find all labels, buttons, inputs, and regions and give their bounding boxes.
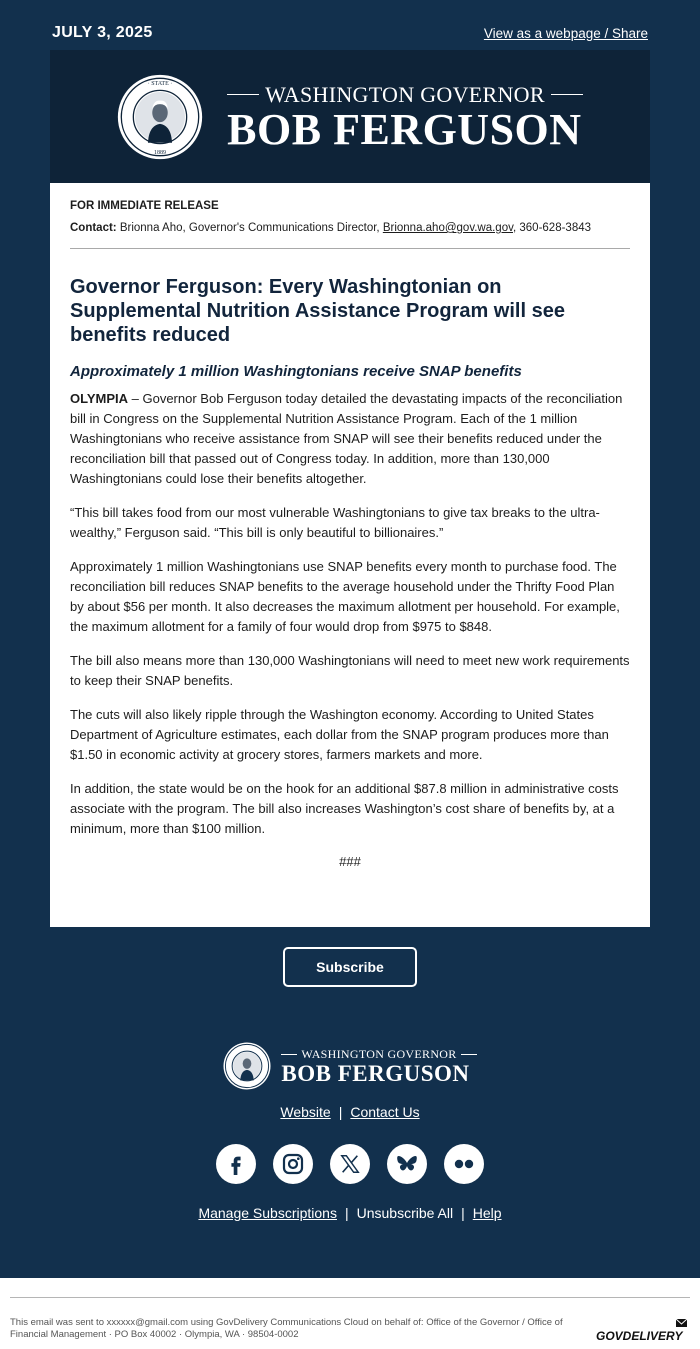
svg-text:GOVDELIVERY: GOVDELIVERY	[596, 1329, 683, 1343]
disclaimer-text: This email was sent to xxxxxx@gmail.com using GovDelivery Communications Cloud on behalf of: Office of the Governor / Office of Financial Management · PO Box 40002 · Olympia, WA · 98504-0002	[10, 1317, 563, 1340]
footer-divider	[10, 1297, 690, 1298]
separator: |	[338, 1104, 343, 1120]
social-links	[0, 1144, 700, 1184]
facebook-icon[interactable]	[216, 1144, 256, 1184]
footer-wordmark-top: WASHINGTON GOVERNOR	[301, 1046, 457, 1061]
separator: |	[344, 1205, 349, 1221]
end-mark: ###	[339, 854, 361, 869]
paragraph-3: Approximately 1 million Washingtonians use SNAP benefits every month to purchase food. The reconciliation bill reduces SNAP benefits to the average household under the Thrifty Food Plan by about $56 per month. It also decreases the maximum allotment per household. For example, the maximum allotment for a family of four would drop from $975 to $848.	[70, 559, 620, 634]
contact-email-link[interactable]: Brionna.aho@gov.wa.gov	[382, 222, 513, 234]
svg-text:1889: 1889	[154, 149, 167, 156]
footer-links	[0, 1104, 700, 1120]
wordmark-top: WASHINGTON GOVERNOR	[265, 81, 545, 107]
contact-line	[70, 222, 630, 234]
state-seal-icon	[117, 74, 203, 160]
unsubscribe-all-link[interactable]: Unsubscribe All	[356, 1205, 454, 1221]
x-icon[interactable]	[330, 1144, 370, 1184]
contact-text: Brionna Aho, Governor's Communications Director,	[116, 222, 383, 234]
press-release-body	[50, 200, 650, 869]
subheadline: Approximately 1 million Washingtonians receive SNAP benefits	[70, 363, 522, 380]
divider	[70, 248, 630, 249]
state-seal-icon	[223, 1042, 271, 1090]
dateline: OLYMPIA	[70, 391, 129, 406]
paragraph-5: The cuts will also likely ripple through the Washington economy. According to United States Department of Agriculture estimates, each dollar from the SNAP program produces more than $1.50 in economic activity at grocery stores, farmers markets and more.	[70, 707, 609, 762]
help-link[interactable]: Help	[472, 1205, 502, 1221]
website-link[interactable]: Website	[280, 1104, 331, 1120]
svg-text:· STATE ·: · STATE ·	[147, 80, 173, 87]
paragraph-4: The bill also means more than 130,000 Washingtonians will need to meet new work requirements to keep their SNAP benefits.	[70, 653, 630, 688]
header-banner	[50, 50, 650, 183]
footer-logo	[0, 1042, 700, 1090]
footer-wordmark-name: BOB FERGUSON	[281, 1060, 470, 1086]
contact-us-link[interactable]: Contact Us	[350, 1104, 420, 1120]
manage-subscriptions-link[interactable]: Manage Subscriptions	[198, 1205, 337, 1221]
governor-wordmark	[227, 82, 583, 152]
govdelivery-logo[interactable]	[596, 1318, 688, 1344]
paragraph-1: OLYMPIA – Governor Bob Ferguson today detailed the devastating impacts of the reconciliation bill in Congress on the Supplemental Nutrition Assistance Program. Each of the 1 million Washingtonians who receive assistance from SNAP will see their benefits reduced under the reconciliation bill that passed out of Congress today. In addition, more than 130,000 Washingtonians could lose their benefits altogether.	[70, 391, 623, 486]
top-bar	[52, 22, 648, 44]
email-card	[50, 50, 650, 927]
release-label: FOR IMMEDIATE RELEASE	[70, 200, 219, 212]
contact-phone: , 360-628-3843	[513, 222, 592, 234]
paragraph-6: In addition, the state would be on the hook for an additional $87.8 million in administrative costs associate with the program. The bill also increases Washington’s cost share of benefits by, at a minimum, more than $100 million.	[70, 781, 619, 836]
flickr-icon[interactable]	[444, 1144, 484, 1184]
separator: |	[461, 1205, 465, 1221]
subscription-links	[0, 1205, 700, 1221]
view-as-webpage-link[interactable]: View as a webpage / Share	[483, 25, 648, 41]
instagram-icon[interactable]	[273, 1144, 313, 1184]
contact-label: Contact:	[70, 222, 117, 234]
release-date: JULY 3, 2025	[52, 24, 153, 41]
wordmark-name: BOB FERGUSON	[227, 104, 582, 154]
subscribe-button[interactable]: Subscribe	[283, 947, 417, 987]
footer-wordmark	[281, 1047, 476, 1086]
paragraph-2: “This bill takes food from our most vulnerable Washingtonians to give tax breaks to the ultra-wealthy,” Ferguson said. “This bill is only beautiful to billionaires.”	[70, 505, 600, 540]
bluesky-icon[interactable]	[387, 1144, 427, 1184]
headline: Governor Ferguson: Every Washingtonian on Supplemental Nutrition Assistance Program will see benefits reduced	[70, 276, 565, 346]
